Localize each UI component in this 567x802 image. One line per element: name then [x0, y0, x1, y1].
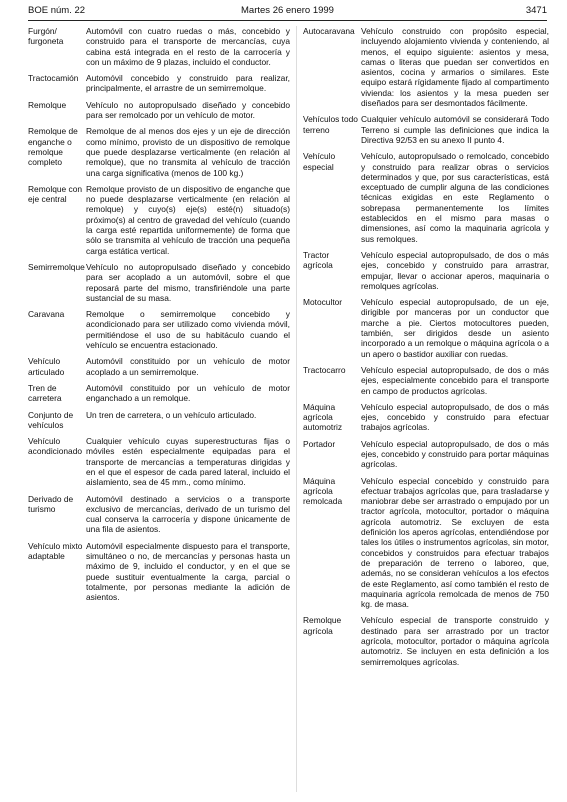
- definition: Vehículo especial autopropulsado, de dos o más ejes, especialmente concebido para el transporte en campo de productos agrícolas.: [361, 364, 549, 396]
- definition-entry: [28, 262, 290, 303]
- term: Vehículo acondicionado: [28, 436, 83, 457]
- definition: Automóvil constituido por un vehículo de motor enganchado a un remolque.: [86, 382, 290, 404]
- definition: Automóvil con cuatro ruedas o más, concebido y construido para el transporte de mercancías, cuya cabina está integrada en el resto de la carrocería y con un máximo de 9 plazas, incluido el conductor.: [86, 26, 290, 67]
- definition: Vehículo no autopropulsado diseñado y concebido para ser acoplado a un automóvil, sobre el que reposará parte del mismo, transfiriéndole una parte sustancial de su masa.: [86, 261, 290, 303]
- term: Autocaravana: [303, 26, 355, 36]
- header-divider: [28, 20, 547, 21]
- definition: Cualquier vehículo automóvil se considerará Todo Terreno si cumple las definiciones que indica la Directiva 92/53 en su anexo II punto 4.: [361, 114, 549, 145]
- page-header: [28, 4, 547, 18]
- page-number: 3471: [525, 5, 547, 16]
- term: Caravana: [28, 309, 65, 320]
- right-column: [303, 26, 549, 673]
- definition: Vehículo, autopropulsado o remolcado, concebido y construido para realizar obras o servicios determinados y que, por sus características, está exceptuado de cumplir alguna de las condiciones técnicas exigidas en este Reglamento o sobrepasa permanentemente los límites establecidos en el mismo para masas o dimensiones, así como la maquinaria agrícola y sus remolques.: [361, 151, 549, 244]
- term: Furgón/ furgoneta: [28, 26, 64, 47]
- definition-entry: [28, 126, 290, 177]
- term: Semirremolque: [28, 261, 85, 272]
- left-column: [28, 26, 290, 609]
- term: Máquina agrícola remolcada: [303, 475, 343, 507]
- definition: Vehículo especial autopropulsado, de dos o más ejes, concebido y construido para portar máquinas agrícolas.: [361, 438, 549, 470]
- term: Vehículo especial: [303, 151, 336, 172]
- definition-entry: [303, 439, 549, 470]
- definition-entry: [28, 356, 290, 377]
- term: Tractor agrícola: [303, 249, 333, 271]
- term: Derivado de turismo: [28, 493, 74, 514]
- definition-entry: [28, 541, 290, 603]
- definition-entry: [303, 615, 549, 666]
- definition: Automóvil destinado a servicios o a transporte exclusivo de mercancías, derivado de un turismo del cual conserva la carrocería y dispone únicamente de una fila de asientos.: [86, 493, 290, 535]
- definition-entry: [28, 383, 290, 404]
- definition-entry: [28, 494, 290, 535]
- definition: Remolque provisto de un dispositivo de enganche que no puede desplazarse verticalmente (en relación al remolque) y cuyo(s) eje(s) esté(n) situado(s) próximo(s) al centro de gravedad del vehículo (cuando la carga esté repartida uniformemente) de forma que sólo se transmita al vehículo de tracción una pequeña carga estática vertical.: [86, 183, 290, 256]
- definition-entry: [28, 100, 290, 121]
- definition: Automóvil constituido por un vehículo de motor acoplado a un semirremolque.: [86, 356, 290, 377]
- journal-issue: BOE núm. 22: [28, 5, 86, 16]
- term: Remolque agrícola: [303, 615, 342, 636]
- definition-entry: [303, 402, 549, 433]
- definition: Vehículo no autopropulsado diseñado y concebido para ser remolcado por un vehículo de motor.: [86, 99, 290, 121]
- definition: Vehículo especial autopropulsado, de dos o más ejes, concebido y construido para efectuar trabajos agrícolas.: [361, 401, 549, 433]
- column-divider: [296, 26, 297, 792]
- term: Máquina agrícola automotriz: [303, 401, 343, 433]
- definition-entry: [28, 410, 290, 431]
- term: Portador: [303, 438, 336, 449]
- definition-entry: [28, 436, 290, 487]
- term: Conjunto de vehículos: [28, 409, 74, 430]
- definition: Vehículo especial de transporte construido y destinado para ser arrastrado por un tractor agrícola, motocultor, portador o máquina agrícola automotriz. Se incluyen en esta definición a los semirremolques agrícolas.: [361, 615, 549, 667]
- definition: Un tren de carretera, o un vehículo articulado.: [86, 409, 257, 420]
- definition-entry: [28, 309, 290, 350]
- definition: Automóvil especialmente dispuesto para el transporte, simultáneo o no, de mercancías y personas hasta un máximo de 9, incluido el conductor, y en el que se puede sustituir eventualmente la carga, parcial o totalmente, por personas mediante la adición de asientos.: [86, 540, 290, 603]
- definition-entry: [303, 297, 549, 359]
- term: Motocultor: [303, 297, 343, 308]
- definition: Remolque de al menos dos ejes y un eje de dirección como mínimo, provisto de un dispositivo de remolque que puede desplazarse verticalmente (en relación al remolque), que no transmita al vehículo de tracción una carga significativa (menos de 100 kg.): [86, 126, 290, 178]
- definition-entry: [303, 114, 549, 145]
- term: Tractocamión: [28, 73, 79, 84]
- definition: Vehículo especial concebido y construido para efectuar trabajos agrícolas que, para trasladarse y maniobrar debe ser arrastrado o empujado por un tractor agrícola, motocultor, portador o máquina agrícola automotriz. Se excluyen de esta definición los aperos agrícolas, entendiéndose por tales los útiles o instrumentos agrícolas, sin motor, concebidos y construidos para efectuar trabajos de preparación de terreno o laboreo, que, además, no se consideran vehículos a los efectos de este Reglamento, así como también el resto de maquinaria agrícola remolcada de menos de 750 kg. de masa.: [361, 475, 549, 610]
- term: Tren de carretera: [28, 382, 62, 404]
- definition-entry: [303, 476, 549, 610]
- publication-date: Martes 26 enero 1999: [241, 5, 334, 16]
- definition: Cualquier vehículo cuyas superestructuras fijas o móviles estén especialmente equipadas para el transporte de mercancías a temperaturas dirigidas y en el que el espesor de cada pared lateral, incluido el aislamiento, sea de 45 mm., como mínimo.: [86, 436, 290, 488]
- definition: Automóvil concebido y construido para realizar, principalmente, el arrastre de un semirremolque.: [86, 73, 290, 94]
- definition-entry: [303, 151, 549, 244]
- term: Tractocarro: [303, 364, 346, 375]
- definition: Vehículo construido con propósito especial, incluyendo alojamiento vivienda y conteniendo, al menos, el equipo siguiente: asientos y mesa, camas o literas que puedan ser convertidos en asientos, cocina y armarios o similares. Este equipo estará rígidamente fijado al compartimento vivienda: los asientos y la mesa pueden ser diseñados para ser desmontados fácilmente.: [361, 26, 549, 109]
- definition-entry: [303, 365, 549, 396]
- definition-entry: [28, 184, 290, 256]
- term: Remolque de enganche o remolque completo: [28, 126, 78, 168]
- term: Vehículo articulado: [28, 356, 65, 377]
- definition-entry: [28, 26, 290, 67]
- definition-entry: [28, 73, 290, 94]
- definition: Remolque o semirremolque concebido y acondicionado para ser utilizado como vivienda móvil, permitiéndose el uso de su habitáculo cuando el vehículo se encuentra estacionado.: [86, 309, 290, 351]
- definition: Vehículo especial autopropulsado, de un eje, dirigible por manceras por un conductor que marche a pie. Ciertos motocultores pueden, también, ser dirigidos desde un asiento incorporado a un remolque o máquina agrícola o a un apero o bastidor auxiliar con ruedas.: [361, 297, 549, 359]
- term: Vehículo mixto adaptable: [28, 540, 83, 562]
- term: Remolque: [28, 99, 67, 110]
- term: Remolque con eje central: [28, 183, 83, 205]
- definition-entry: [303, 26, 549, 108]
- definition-entry: [303, 250, 549, 291]
- definition: Vehículo especial autopropulsado, de dos o más ejes, concebido y construido para arrastrar, empujar, llevar o accionar aperos, maquinaria o remolques agrícolas.: [361, 249, 549, 291]
- term: Vehículos todo terreno: [303, 114, 358, 135]
